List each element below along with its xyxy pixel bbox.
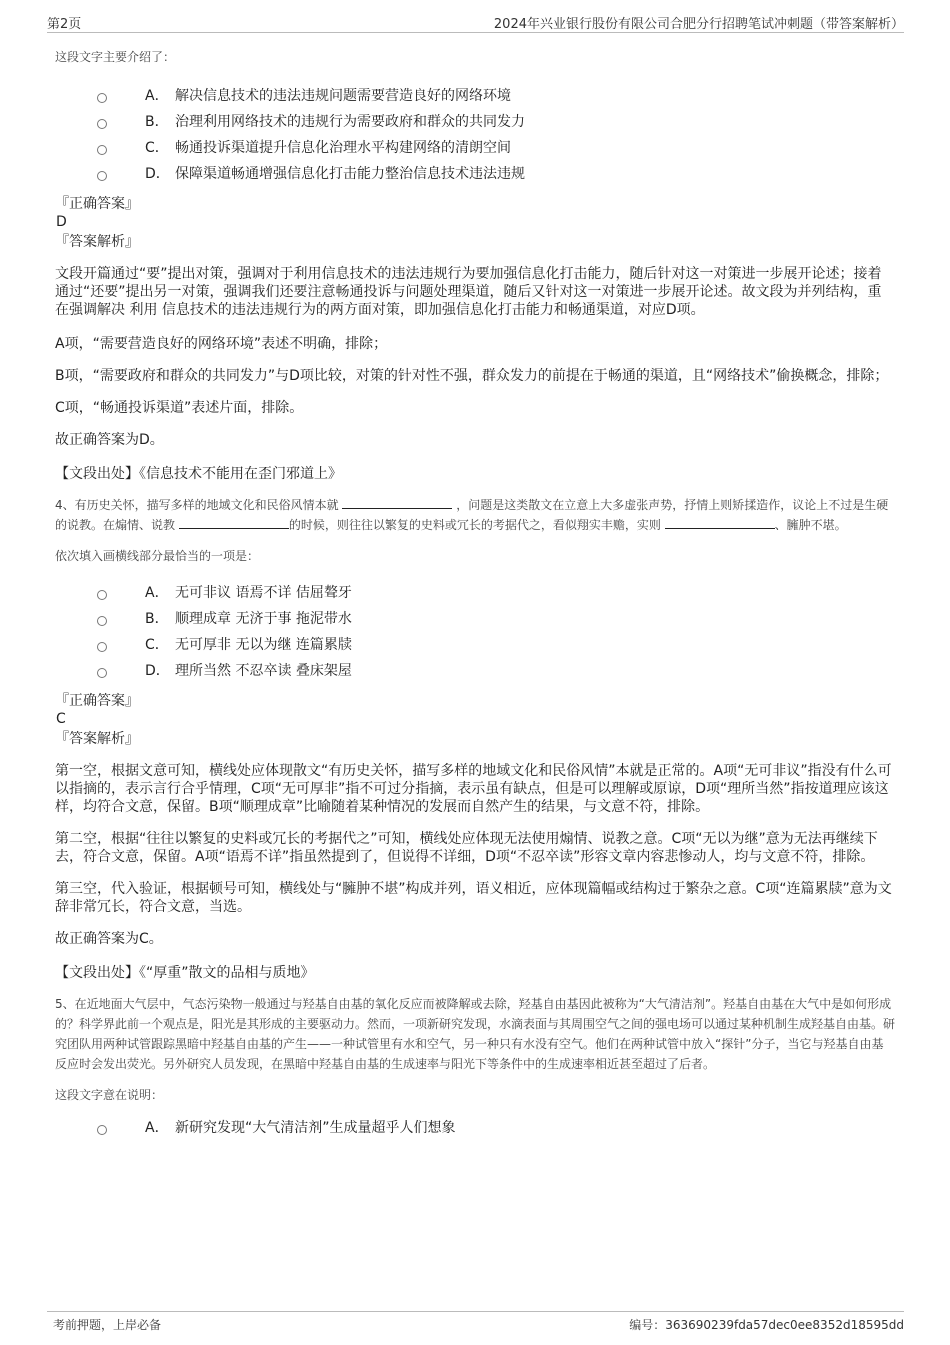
q3-option-a[interactable]: A． 解决信息技术的违法违规问题需要营造良好的网络环境 bbox=[55, 83, 895, 109]
q3-analysis-label: 『答案解析』 bbox=[55, 234, 139, 250]
radio-icon[interactable] bbox=[97, 171, 107, 181]
q5-stem: 5、在近地面大气层中，气态污染物一般通过与羟基自由基的氧化反应而被降解或去除，羟基自由基因此被称为“大气清洁剂”。羟基自由基在大气中是如何形成的？科学界此前一个观点是，阳光是其形成的主要驱动力。然而，一项新研究发现，水滴表面与其周围空气之间的强电场可以通过某种机制生成羟基自由基。研究团队用两种试管跟踪黑暗中羟基自由基的产生——一种试管里有水和空气，另一种只有水没有空气。他们在两种试管中放入“探针”分子，当它与羟基自由基反应时会发出荧光。另外研究人员发现，在黑暗中羟基自由基的生成速率与阳光下等条件中的生成速率相近甚至超过了后者。 bbox=[55, 997, 896, 1071]
q4-stem: 4、有历史关怀，描写多样的地域文化和民俗风情本就 ，问题是这类散文在立意上大多虚张声势，抒情上则矫揉造作，议论上不过是生硬的说教。在煽情、说教 的时候，则往往以繁复的史料或冗长的考据代之，看似翔实丰赡，实则 、臃肿不堪。 bbox=[55, 498, 889, 532]
q3-answer: D bbox=[56, 214, 67, 230]
document-title: 2024年兴业银行股份有限公司合肥分行招聘笔试冲刺题（带答案解析） bbox=[493, 17, 904, 32]
radio-icon[interactable] bbox=[97, 1125, 107, 1135]
q3-prompt: 这段文字主要介绍了： bbox=[55, 50, 176, 64]
radio-icon[interactable] bbox=[97, 616, 107, 626]
q4-option-c[interactable]: C． 无可厚非 无以为继 连篇累牍 bbox=[55, 632, 895, 658]
radio-icon[interactable] bbox=[97, 145, 107, 155]
q5-prompt: 这段文字意在说明： bbox=[55, 1088, 164, 1102]
page-header bbox=[47, 10, 904, 33]
q3-option-d[interactable]: D． 保障渠道畅通增强信息化打击能力整治信息技术违法违规 bbox=[55, 161, 895, 187]
q5-option-a[interactable]: A． 新研究发现“大气清洁剂”生成量超乎人们想象 bbox=[55, 1115, 895, 1141]
document-body bbox=[55, 44, 895, 1141]
page-number: 第2页 bbox=[47, 17, 82, 32]
q4-analysis-2: 第二空，根据“往往以繁复的史料或冗长的考据代之”可知，横线处应体现无法使用煽情、说教之意。C项“无以为继”意为无法再继续下去，符合文意，保留。A项“语焉不详”指虽然提到了，但说得不详细，D项“不忍卒读”形容文章内容悲惨动人，均与文意不符，排除。 bbox=[55, 831, 878, 865]
q3-source: 【文段出处】《信息技术不能用在歪门邪道上》 bbox=[55, 466, 342, 482]
q4-analysis-label: 『答案解析』 bbox=[55, 731, 139, 747]
q4-prompt: 依次填入画横线部分最恰当的一项是： bbox=[55, 549, 260, 563]
q3-analysis-2: A项，“需要营造良好的网络环境”表述不明确，排除； bbox=[55, 336, 388, 352]
q3-conclusion: 故正确答案为D。 bbox=[55, 432, 164, 448]
q4-analysis-1: 第一空，根据文意可知，横线处应体现散文“有历史关怀，描写多样的地域文化和民俗风情”本就是正常的。A项“无可非议”指没有什么可以指摘的，表示言行合乎情理，C项“无可厚非”指不可过分指摘，表示虽有缺点，但是可以理解或原谅，D项“理所当然”指按道理应该这样，均符合文意，保留。B项“顺理成章”比喻随着某种情况的发展而自然产生的结果，与文意不符，排除。 bbox=[55, 763, 892, 815]
q4-answer-label: 『正确答案』 bbox=[55, 693, 139, 709]
blank-2 bbox=[179, 516, 289, 529]
page-footer bbox=[47, 1311, 904, 1338]
q4-answer: C bbox=[56, 711, 66, 727]
blank-1 bbox=[342, 496, 452, 509]
radio-icon[interactable] bbox=[97, 642, 107, 652]
radio-icon[interactable] bbox=[97, 119, 107, 129]
q3-answer-label: 『正确答案』 bbox=[55, 196, 139, 212]
document-id: 编号：363690239fda57dec0ee8352d18595dd bbox=[629, 1318, 904, 1332]
radio-icon[interactable] bbox=[97, 590, 107, 600]
q4-analysis-3: 第三空，代入验证，根据顿号可知，横线处与“臃肿不堪”构成并列，语义相近，应体现篇幅或结构过于繁杂之意。C项“连篇累牍”意为文辞非常冗长，符合文意，当选。 bbox=[55, 881, 892, 915]
q3-analysis-3: B项，“需要政府和群众的共同发力”与D项比较，对策的针对性不强，群众发力的前提在于畅通的渠道，且“网络技术”偷换概念，排除； bbox=[55, 368, 889, 384]
q4-source: 【文段出处】《“厚重”散文的品相与质地》 bbox=[55, 965, 315, 981]
q4-options bbox=[55, 580, 895, 684]
q3-option-c[interactable]: C． 畅通投诉渠道提升信息化治理水平构建网络的清朗空间 bbox=[55, 135, 895, 161]
footer-slogan: 考前押题，上岸必备 bbox=[53, 1318, 162, 1332]
q3-option-b[interactable]: B． 治理利用网络技术的违规行为需要政府和群众的共同发力 bbox=[55, 109, 895, 135]
q4-option-b[interactable]: B． 顺理成章 无济于事 拖泥带水 bbox=[55, 606, 895, 632]
q3-options bbox=[55, 83, 895, 187]
q3-analysis-4: C项，“畅通投诉渠道”表述片面，排除。 bbox=[55, 400, 304, 416]
q5-options bbox=[55, 1115, 895, 1141]
radio-icon[interactable] bbox=[97, 668, 107, 678]
blank-3 bbox=[665, 516, 775, 529]
q3-analysis-1: 文段开篇通过“要”提出对策，强调对于利用信息技术的违法违规行为要加强信息化打击能力，随后针对这一对策进一步展开论述；接着通过“还要”提出另一对策，强调我们还要注意畅通投诉与问题处理渠道，随后又针对这一对策进一步展开论述。故文段为并列结构，重在强调解决 利用 信息技术的违法违规行为的两方面对策，即加强信息化打击能力和畅通渠道，对应D项。 bbox=[55, 266, 882, 318]
radio-icon[interactable] bbox=[97, 93, 107, 103]
q4-conclusion: 故正确答案为C。 bbox=[55, 931, 163, 947]
q4-option-a[interactable]: A． 无可非议 语焉不详 佶屈聱牙 bbox=[55, 580, 895, 606]
q4-option-d[interactable]: D． 理所当然 不忍卒读 叠床架屋 bbox=[55, 658, 895, 684]
